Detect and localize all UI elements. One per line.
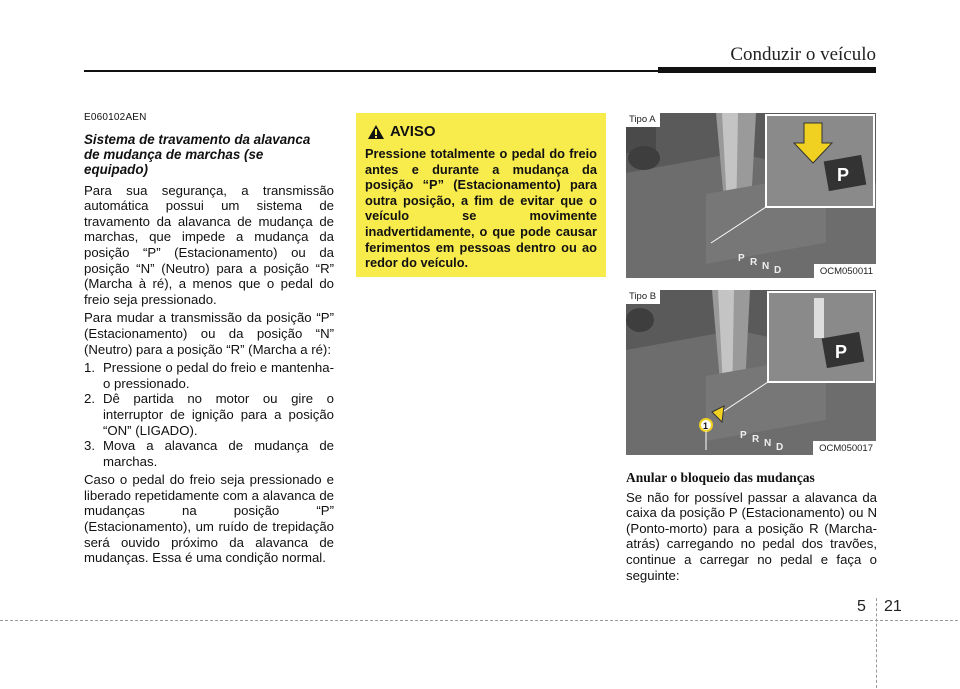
svg-text:P: P	[835, 342, 848, 362]
figure-code: OCM050017	[813, 441, 876, 455]
step-number: 3.	[84, 438, 95, 454]
paragraph: Se não for possível passar a alavanca da caixa da posição P (Estacionamento) ou N (Ponto-morto) para a posição R (Marcha-atrás) carregando no pedal dos travões, continue a carregar no pedal e faça o seguinte:	[626, 489, 877, 583]
section-title: Sistema de travamento da alavanca de mudança de marchas (se equipado)	[84, 131, 311, 177]
header-rule	[84, 70, 658, 72]
step-item	[84, 438, 334, 469]
paragraph: Caso o pedal do freio seja pressionado e liberado repetidamente com a alavanca de mudanças na posição “P” (Estacionamento), um ruído de trepidação será ouvido próximo da alavanca de mudanças. Essa é uma condição normal.	[84, 472, 334, 566]
gear-shifter-illustration	[626, 290, 876, 455]
page-header-title: Conduzir o veículo	[730, 44, 876, 65]
step-text: Pressione o pedal do freio e mantenha-o pressionado.	[103, 360, 334, 391]
left-column	[84, 110, 334, 569]
step-number: 2.	[84, 391, 95, 407]
gear-letter-n: N	[762, 261, 770, 272]
paragraph: Para mudar a transmissão da posição “P” (Estacionamento) ou da posição “N” (Neutro) para a posição “R” (Marcha a ré):	[84, 310, 334, 357]
steps-list	[84, 360, 334, 469]
chapter-number: 5	[857, 598, 866, 615]
warning-triangle-icon	[368, 125, 384, 139]
callout-number: 1	[703, 421, 709, 431]
step-text: Dê partida no motor ou gire o interruptor de ignição para a posição “ON” (LIGADO).	[103, 391, 334, 438]
gear-letter-d: D	[776, 442, 784, 453]
warning-text: Pressione totalmente o pedal do freio antes e durante a mudança da posição “P” (Estacionamento) para outra posição, a fim de evitar que o veículo se movimente inadvertidamente, o que pode causar ferimentos em pessoas dentro ou ao redor do veículo.	[365, 146, 597, 271]
figure-type-b	[626, 290, 876, 455]
footer-divider	[876, 598, 877, 688]
warning-box	[356, 113, 606, 277]
header-rule-accent	[658, 67, 876, 73]
svg-text:P: P	[837, 165, 850, 185]
subsection-title: Anular o bloqueio das mudanças	[626, 470, 815, 485]
page-number: 21	[884, 598, 902, 615]
figure-code: OCM050011	[814, 264, 876, 278]
gear-letter-r: R	[752, 434, 760, 445]
step-text: Mova a alavanca de mudança de marchas.	[103, 438, 334, 469]
paragraph: Para sua segurança, a transmissão automática possui um sistema de travamento da alavanca de mudança de marchas, que impede a mudança da posição “P” (Estacionamento) ou da posição “N” (Neutro) para a posição “R” (Marcha à ré), a menos que o pedal do freio seja pressionado.	[84, 182, 334, 307]
gear-letter-n: N	[764, 438, 772, 449]
section-code: E060102AEN	[84, 112, 147, 123]
step-item	[84, 360, 334, 391]
step-number: 1.	[84, 360, 95, 376]
warning-title: AVISO	[390, 123, 436, 140]
right-column	[626, 470, 877, 586]
gear-letter-r: R	[750, 257, 758, 268]
figure-tag: Tipo B	[626, 290, 660, 304]
gear-letter-p: P	[740, 430, 747, 441]
gear-shifter-illustration	[626, 113, 876, 278]
figure-tag: Tipo A	[626, 113, 660, 127]
warning-header	[368, 123, 436, 140]
gear-letter-p: P	[738, 253, 745, 264]
footer-rule	[0, 620, 958, 621]
step-item	[84, 391, 334, 438]
figure-type-a	[626, 113, 876, 278]
gear-letter-d: D	[774, 265, 782, 276]
